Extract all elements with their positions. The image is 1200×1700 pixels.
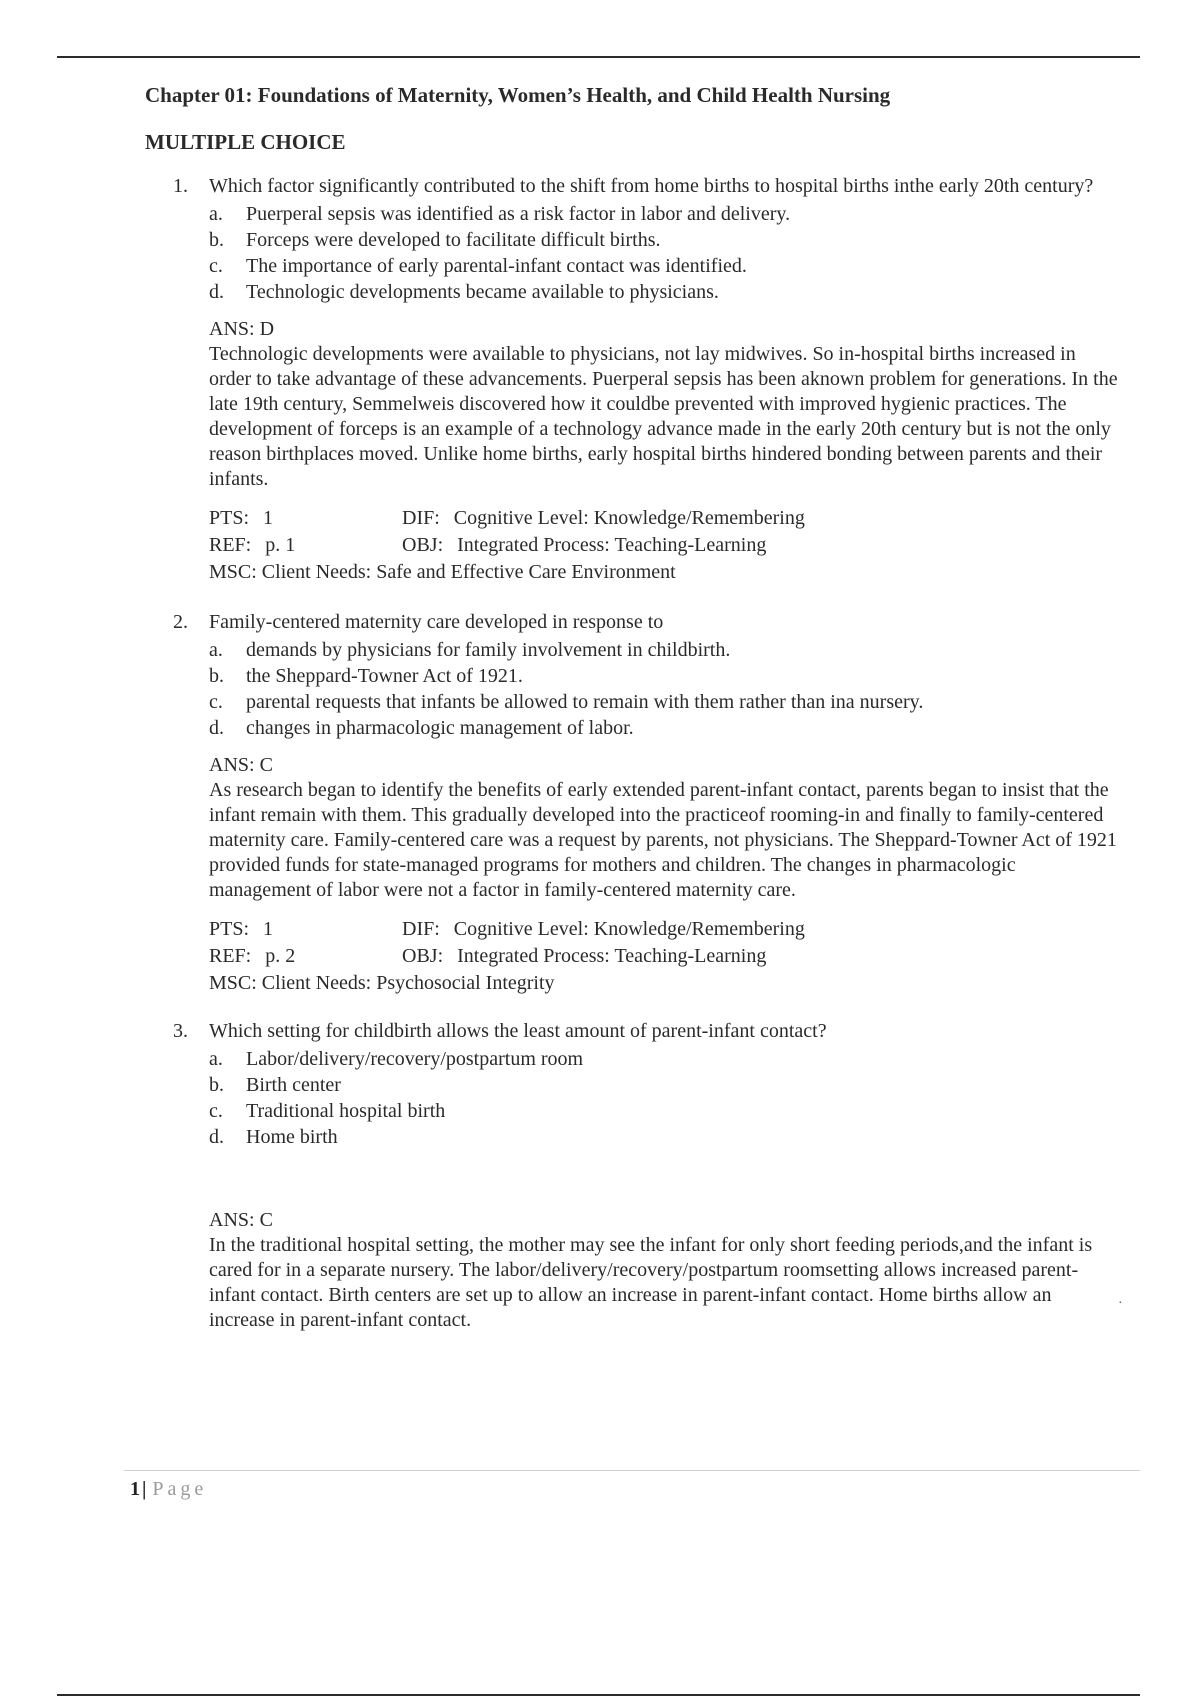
- option-text: The importance of early parental-infant contact was identified.: [246, 255, 747, 277]
- dif-value: Cognitive Level: Knowledge/Remembering: [453, 918, 805, 940]
- question-stem: Which setting for childbirth allows the least amount of parent-infant contact?: [209, 1020, 827, 1042]
- obj-field: [402, 943, 766, 969]
- stray-mark: ·: [1118, 1296, 1123, 1311]
- meta-row: [209, 916, 1119, 943]
- option-letter: b.: [209, 1074, 224, 1096]
- footer-rule: [124, 1470, 1140, 1471]
- ref-value: p. 2: [265, 945, 296, 967]
- obj-value: Integrated Process: Teaching-Learning: [457, 534, 767, 556]
- option-text: Puerperal sepsis was identified as a risk factor in labor and delivery.: [246, 203, 791, 225]
- obj-field: [402, 532, 766, 558]
- option-letter: b.: [209, 229, 224, 251]
- chapter-title: Chapter 01: Foundations of Maternity, Women’s Health, and Child Health Nursing: [145, 83, 891, 107]
- option-b: [209, 663, 1119, 689]
- option-letter: c.: [209, 1100, 223, 1122]
- question-number: 3.: [173, 1020, 188, 1042]
- document-page: [145, 80, 1125, 1333]
- answer-block: [209, 1208, 1119, 1333]
- option-letter: a.: [209, 1048, 223, 1070]
- option-c: [209, 253, 1119, 279]
- option-b: [209, 1072, 1119, 1098]
- option-letter: a.: [209, 639, 223, 661]
- footer-separator: |: [142, 1478, 147, 1500]
- pts-field: [209, 916, 273, 942]
- answer-key: ANS: C: [209, 754, 273, 776]
- question-number: 2.: [173, 611, 188, 633]
- answer-options: [209, 637, 1119, 741]
- option-text: the Sheppard-Towner Act of 1921.: [246, 665, 523, 687]
- ref-label: REF:: [209, 945, 252, 967]
- pts-value: 1: [263, 507, 274, 529]
- option-letter: a.: [209, 203, 223, 225]
- ref-field: [209, 943, 295, 969]
- pts-label: PTS:: [209, 507, 250, 529]
- dif-field: [402, 916, 805, 942]
- question-stem: Family-centered maternity care developed in response to: [209, 611, 664, 633]
- top-rule: [57, 56, 1140, 58]
- option-b: [209, 227, 1119, 253]
- pts-field: [209, 505, 273, 531]
- option-letter: d.: [209, 281, 224, 303]
- page-footer: [130, 1478, 207, 1501]
- answer-options: [209, 1046, 1119, 1150]
- ref-label: REF:: [209, 534, 252, 556]
- rationale: As research began to identify the benefits of early extended parent-infant contact, parents began to insist that the infant remain with them. This gradually developed into the practiceof rooming-in and finally to family-centered maternity care. Family-centered care was a request by parents, not physicians. The Sheppard-Towner Act of 1921 provided funds for state-managed programs for mothers and children. The changes in pharmacologic management of labor were not a factor in family-centered maternity care.: [209, 779, 1117, 901]
- answer-key: ANS: D: [209, 318, 275, 340]
- option-c: [209, 1098, 1119, 1124]
- option-a: [209, 1046, 1119, 1072]
- answer-options: [209, 201, 1119, 305]
- option-d: [209, 279, 1119, 305]
- question-1: [173, 173, 1119, 585]
- option-a: [209, 201, 1119, 227]
- question-metadata: [209, 505, 1119, 585]
- ref-field: [209, 532, 295, 558]
- dif-value: Cognitive Level: Knowledge/Remembering: [453, 507, 805, 529]
- option-letter: c.: [209, 255, 223, 277]
- question-stem: Which factor significantly contributed to the shift from home births to hospital births inthe early 20th century?: [209, 175, 1094, 197]
- option-c: [209, 689, 966, 715]
- option-a: [209, 637, 1119, 663]
- bottom-rule: [57, 1694, 1140, 1696]
- msc-field: MSC: Client Needs: Safe and Effective Care Environment: [209, 561, 676, 583]
- option-letter: c.: [209, 691, 223, 713]
- meta-row: [209, 943, 1119, 970]
- answer-block: [209, 753, 1119, 903]
- option-text: Home birth: [246, 1126, 338, 1148]
- option-d: [209, 1124, 1119, 1150]
- dif-field: [402, 505, 805, 531]
- option-text: Forceps were developed to facilitate difficult births.: [246, 229, 661, 251]
- answer-key: ANS: C: [209, 1209, 273, 1231]
- option-letter: b.: [209, 665, 224, 687]
- pts-value: 1: [263, 918, 274, 940]
- rationale: In the traditional hospital setting, the mother may see the infant for only short feeding periods,and the infant is cared for in a separate nursery. The labor/delivery/recovery/postpartum roomsetting allows increased parent-infant contact. Birth centers are set up to allow an increase in parent-infant contact. Home births allow an increase in parent-infant contact.: [209, 1234, 1093, 1331]
- option-d: [209, 715, 1119, 741]
- option-text: Technologic developments became available to physicians.: [246, 281, 719, 303]
- page-number: 1: [130, 1478, 140, 1500]
- answer-block: [209, 317, 1119, 492]
- option-letter: d.: [209, 717, 224, 739]
- obj-label: OBJ:: [402, 534, 444, 556]
- option-text: demands by physicians for family involvement in childbirth.: [246, 639, 731, 661]
- ref-value: p. 1: [265, 534, 296, 556]
- obj-value: Integrated Process: Teaching-Learning: [457, 945, 767, 967]
- pts-label: PTS:: [209, 918, 250, 940]
- page-label: Page: [152, 1478, 208, 1500]
- question-2: [173, 609, 1119, 996]
- option-letter: d.: [209, 1126, 224, 1148]
- question-number: 1.: [173, 175, 188, 197]
- msc-field: MSC: Client Needs: Psychosocial Integrity: [209, 972, 555, 994]
- dif-label: DIF:: [402, 918, 440, 940]
- dif-label: DIF:: [402, 507, 440, 529]
- option-text: Traditional hospital birth: [246, 1100, 446, 1122]
- option-text: Labor/delivery/recovery/postpartum room: [246, 1048, 584, 1070]
- meta-row: [209, 505, 1119, 532]
- option-text: Birth center: [246, 1074, 341, 1096]
- question-3: [173, 1018, 1119, 1333]
- rationale: Technologic developments were available to physicians, not lay midwives. So in-hospital births increased in order to take advantage of these advancements. Puerperal sepsis has been aknown problem for generations. In the late 19th century, Semmelweis discovered how it couldbe prevented with improved hygienic practices. The development of forceps is an example of a technology advance made in the early 20th century but is not the only reason birthplaces moved. Unlike home births, early hospital births hindered bonding between parents and their infants.: [209, 343, 1118, 490]
- option-text: parental requests that infants be allowed to remain with them rather than ina nursery.: [246, 691, 924, 713]
- section-title: MULTIPLE CHOICE: [145, 130, 346, 154]
- meta-row: [209, 532, 1119, 559]
- obj-label: OBJ:: [402, 945, 444, 967]
- question-metadata: [209, 916, 1119, 996]
- option-text: changes in pharmacologic management of labor.: [246, 717, 634, 739]
